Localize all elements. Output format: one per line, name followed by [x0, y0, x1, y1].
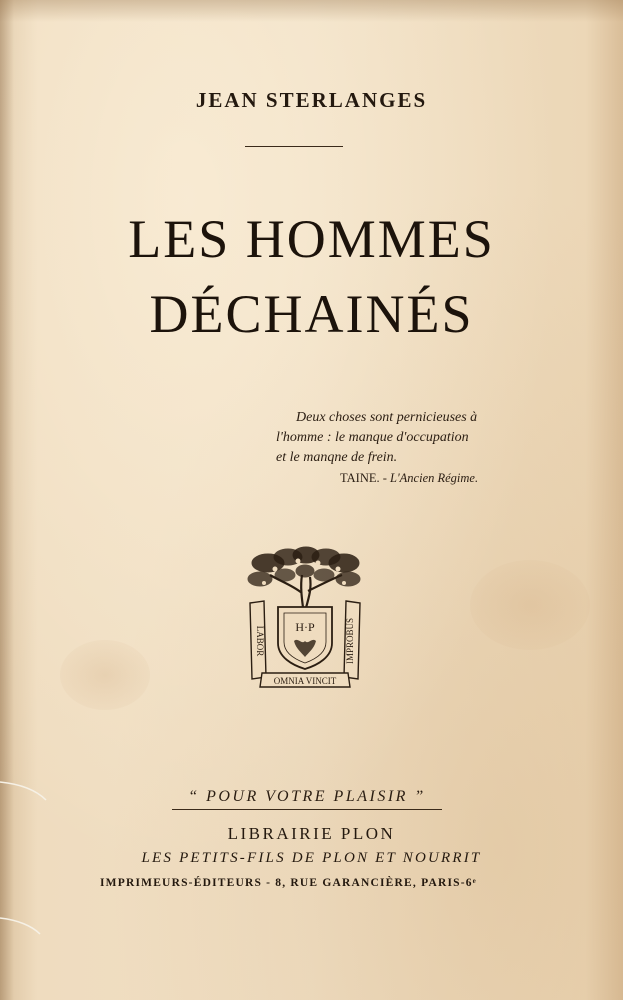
- epigraph-line-1: Deux choses sont pernicieuses à: [296, 410, 478, 425]
- paper-stain: [60, 640, 150, 710]
- epigraph: [276, 408, 546, 468]
- motto-right: IMPROBUS: [345, 617, 355, 665]
- publisher-name: LIBRAIRIE PLON: [227, 824, 396, 843]
- series-name: “ POUR VOTRE PLAISIR ”: [188, 788, 426, 805]
- motto-left: LABOR: [255, 625, 265, 657]
- paper-stain: [470, 560, 590, 650]
- author-name: JEAN STERLANGES: [195, 88, 428, 112]
- book-title-line-1: LES HOMMES: [128, 209, 495, 269]
- attribution-work: L'Ancien Régime.: [390, 471, 479, 485]
- author-rule: [245, 146, 343, 147]
- publisher-address: IMPRIMEURS-ÉDITEURS - 8, RUE GARANCIÈRE, PARIS-6ᵉ: [100, 877, 477, 889]
- shield-icon: [278, 607, 332, 669]
- series-underline: [172, 809, 442, 810]
- monogram: H·P: [295, 620, 315, 634]
- top-edge-shadow: [0, 0, 623, 22]
- publisher-imprint: LES PETITS-FILS DE PLON ET NOURRIT: [141, 850, 482, 866]
- motto-bottom: OMNIA VINCIT: [273, 676, 337, 686]
- epigraph-attribution: [340, 471, 540, 486]
- book-title-line-2: DÉCHAINÉS: [149, 284, 474, 344]
- attribution-author: TAINE.: [340, 471, 380, 485]
- epigraph-line-2: l'homme : le manque d'occupation: [276, 430, 469, 445]
- epigraph-line-3: et le manqne de frein.: [276, 450, 398, 465]
- printer-mark-icon: [240, 545, 370, 690]
- attribution-separator: -: [379, 471, 391, 485]
